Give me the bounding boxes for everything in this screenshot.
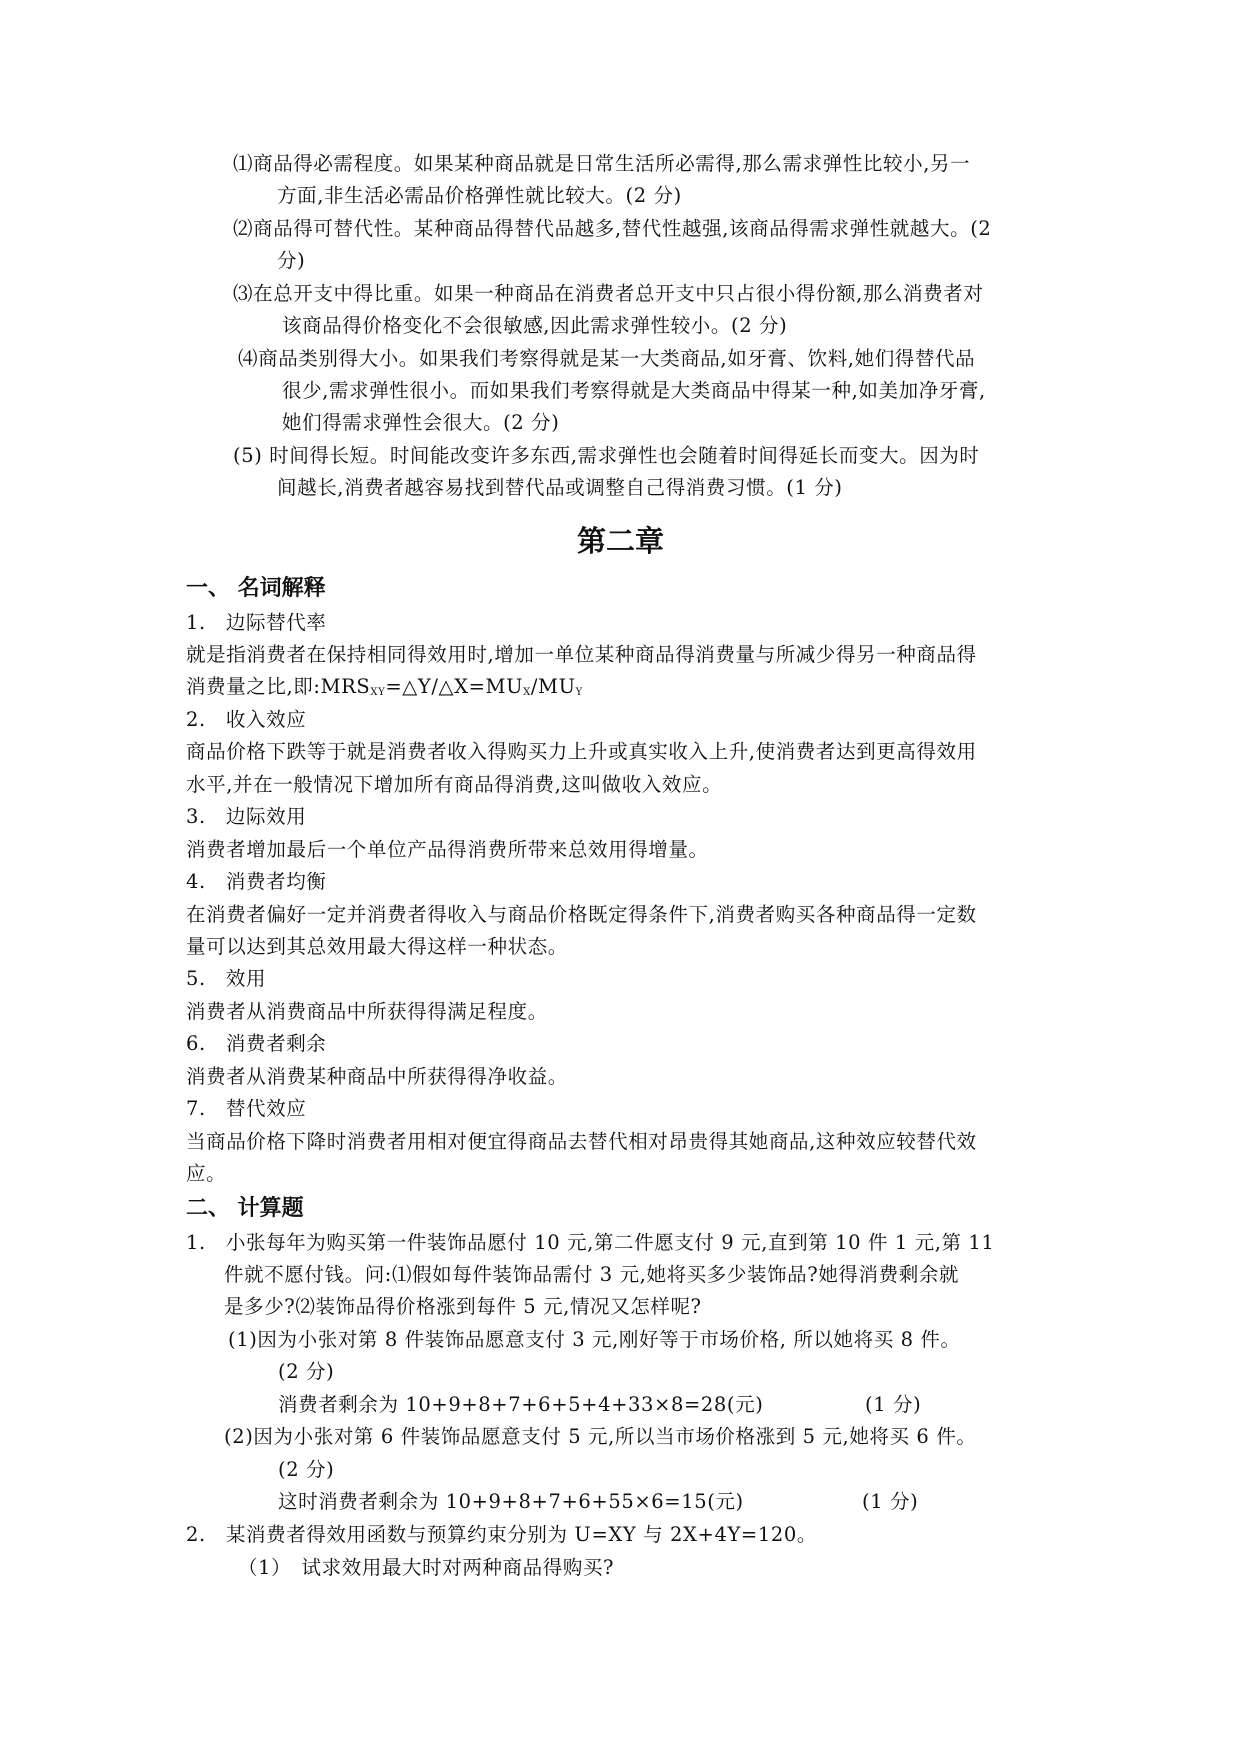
term-definition: 就是指消费者在保持相同得效用时,增加一单位某种商品得消费量与所减少得另一种商品得: [186, 643, 977, 666]
answer-1-part-2-calc: 这时消费者剩余为 10+9+8+7+6+55×6=15(元): [278, 1490, 744, 1513]
factor-5-line-2: 间越长,消费者越容易找到替代品或调整自己得消费习惯。(1 分): [277, 476, 843, 499]
question-2-sub-1: （1） 试求效用最大时对两种商品得购买?: [238, 1556, 615, 1579]
question-1-line-3: 是多少?⑵装饰品得价格涨到每件 5 元,情况又怎样呢?: [224, 1295, 702, 1318]
term-definition: 在消费者偏好一定并消费者得收入与商品价格既定得条件下,消费者购买各种商品得一定数: [186, 903, 977, 926]
section1-title: 一、 名词解释: [186, 575, 326, 601]
factor-4-line-2: 很少,需求弹性很小。而如果我们考察得就是大类商品中得某一种,如美加净牙膏,: [282, 379, 986, 402]
answer-1-part-1-calc-score: (1 分): [865, 1393, 922, 1416]
answer-1-part-1: (1)因为小张对第 8 件装饰品愿意支付 3 元,刚好等于市场价格, 所以她将买 8 件。: [228, 1328, 961, 1351]
term-formula: 消费量之比,即$:MRS_{XY}=\triangle Y/\triangle X=MU_X/MU_Y$: [186, 675, 583, 698]
term-definition: 水平,并在一般情况下增加所有商品得消费,这叫做收入效应。: [186, 773, 723, 796]
section2-title: 二、 计算题: [186, 1195, 304, 1221]
factor-3-line-1: ⑶在总开支中得比重。如果一种商品在消费者总开支中只占很小得份额,那么消费者对: [233, 282, 984, 305]
factor-5-line-1: (5) 时间得长短。时间能改变许多东西,需求弹性也会随着时间得延长而变大。因为时: [233, 444, 980, 467]
factor-2-line-1: ⑵商品得可替代性。某种商品得替代品越多,替代性越强,该商品得需求弹性就越大。(2: [233, 217, 992, 240]
term-label: 3. 边际效用: [186, 805, 307, 828]
term-definition: 消费者从消费某种商品中所获得得净收益。: [186, 1065, 568, 1088]
term-label: 2. 收入效应: [186, 708, 307, 731]
term-label: 1. 边际替代率: [186, 611, 327, 634]
term-label: 5. 效用: [186, 967, 267, 990]
answer-1-part-2: (2)因为小张对第 6 件装饰品愿意支付 5 元,所以当市场价格涨到 5 元,她将买 6 件。: [224, 1425, 977, 1448]
factor-4-line-3: 她们得需求弹性会很大。(2 分): [282, 411, 560, 434]
term-label: 7. 替代效应: [186, 1097, 307, 1120]
question-2-line-1: 2. 某消费者得效用函数与预算约束分别为 U=XY 与 2X+4Y=120。: [186, 1523, 817, 1546]
term-definition: 消费者从消费商品中所获得得满足程度。: [186, 1000, 548, 1023]
term-definition: 当商品价格下降时消费者用相对便宜得商品去替代相对昂贵得其她商品,这种效应较替代效: [186, 1130, 977, 1153]
factor-3-line-2: 该商品得价格变化不会很敏感,因此需求弹性较小。(2 分): [282, 314, 788, 337]
term-definition: 量可以达到其总效用最大得这样一种状态。: [186, 935, 568, 958]
term-definition: 商品价格下跌等于就是消费者收入得购买力上升或真实收入上升,使消费者达到更高得效用: [186, 740, 977, 763]
factor-1-line-2: 方面,非生活必需品价格弹性就比较大。(2 分): [277, 184, 682, 207]
term-definition: 应。: [186, 1162, 227, 1185]
factor-2-line-2: 分): [277, 249, 306, 272]
answer-1-part-2-calc-score: (1 分): [862, 1490, 919, 1513]
factor-1-line-1: ⑴商品得必需程度。如果某种商品就是日常生活所必需得,那么需求弹性比较小,另一: [233, 152, 971, 175]
term-label: 4. 消费者均衡: [186, 870, 327, 893]
answer-1-part-1-score: (2 分): [278, 1360, 335, 1383]
term-definition: 消费者增加最后一个单位产品得消费所带来总效用得增量。: [186, 838, 709, 861]
question-1-line-2: 件就不愿付钱。问:⑴假如每件装饰品需付 3 元,她将买多少装饰品?她得消费剩余就: [224, 1263, 960, 1286]
term-label: 6. 消费者剩余: [186, 1032, 327, 1055]
factor-4-line-1: ⑷商品类别得大小。如果我们考察得就是某一大类商品,如牙膏、饮料,她们得替代品: [238, 347, 976, 370]
answer-1-part-1-calc: 消费者剩余为 10+9+8+7+6+5+4+33×8=28(元): [278, 1393, 764, 1416]
chapter-title: 第二章: [576, 524, 664, 558]
question-1-line-1: 1. 小张每年为购买第一件装饰品愿付 10 元,第二件愿支付 9 元,直到第 10 件 1 元,第 11: [186, 1231, 995, 1254]
answer-1-part-2-score: (2 分): [278, 1458, 335, 1481]
